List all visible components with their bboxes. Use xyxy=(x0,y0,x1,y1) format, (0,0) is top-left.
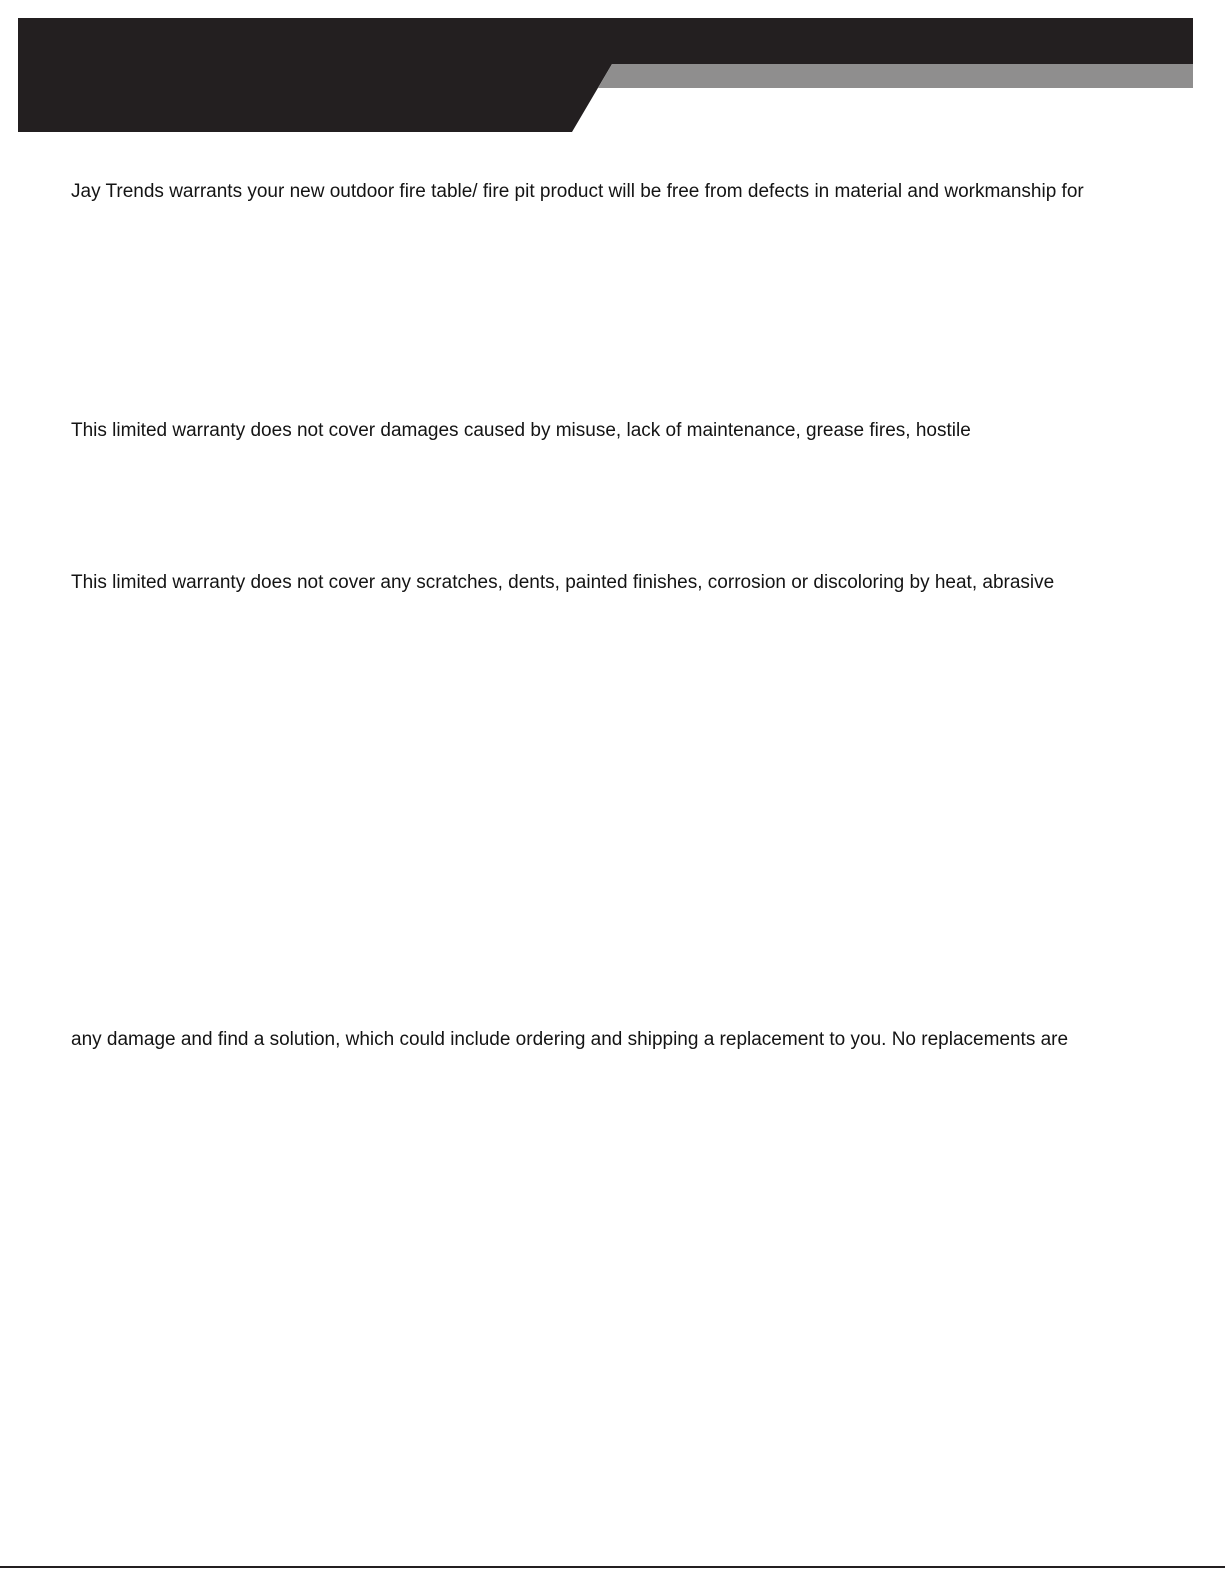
header-banner-graphic xyxy=(0,0,1225,140)
warranty-exclusion-misuse-text: This limited warranty does not cover damages caused by misuse, lack of maintenance, grease fires, hostile xyxy=(71,420,971,441)
header-banner xyxy=(0,0,1225,140)
warranty-exclusion-finish-text: This limited warranty does not cover any scratches, dents, painted finishes, corrosion or discoloring by heat, abrasive xyxy=(71,572,1055,593)
warranty-replacement-text: any damage and find a solution, which could include ordering and shipping a replacement to you. No replacements are xyxy=(71,1029,1069,1050)
footer-divider xyxy=(0,1566,1225,1568)
header-grey-stripe xyxy=(598,64,1193,88)
warranty-coverage-text: Jay Trends warrants your new outdoor fire table/ fire pit product will be free from defects in material and workmanship for xyxy=(71,181,1084,202)
